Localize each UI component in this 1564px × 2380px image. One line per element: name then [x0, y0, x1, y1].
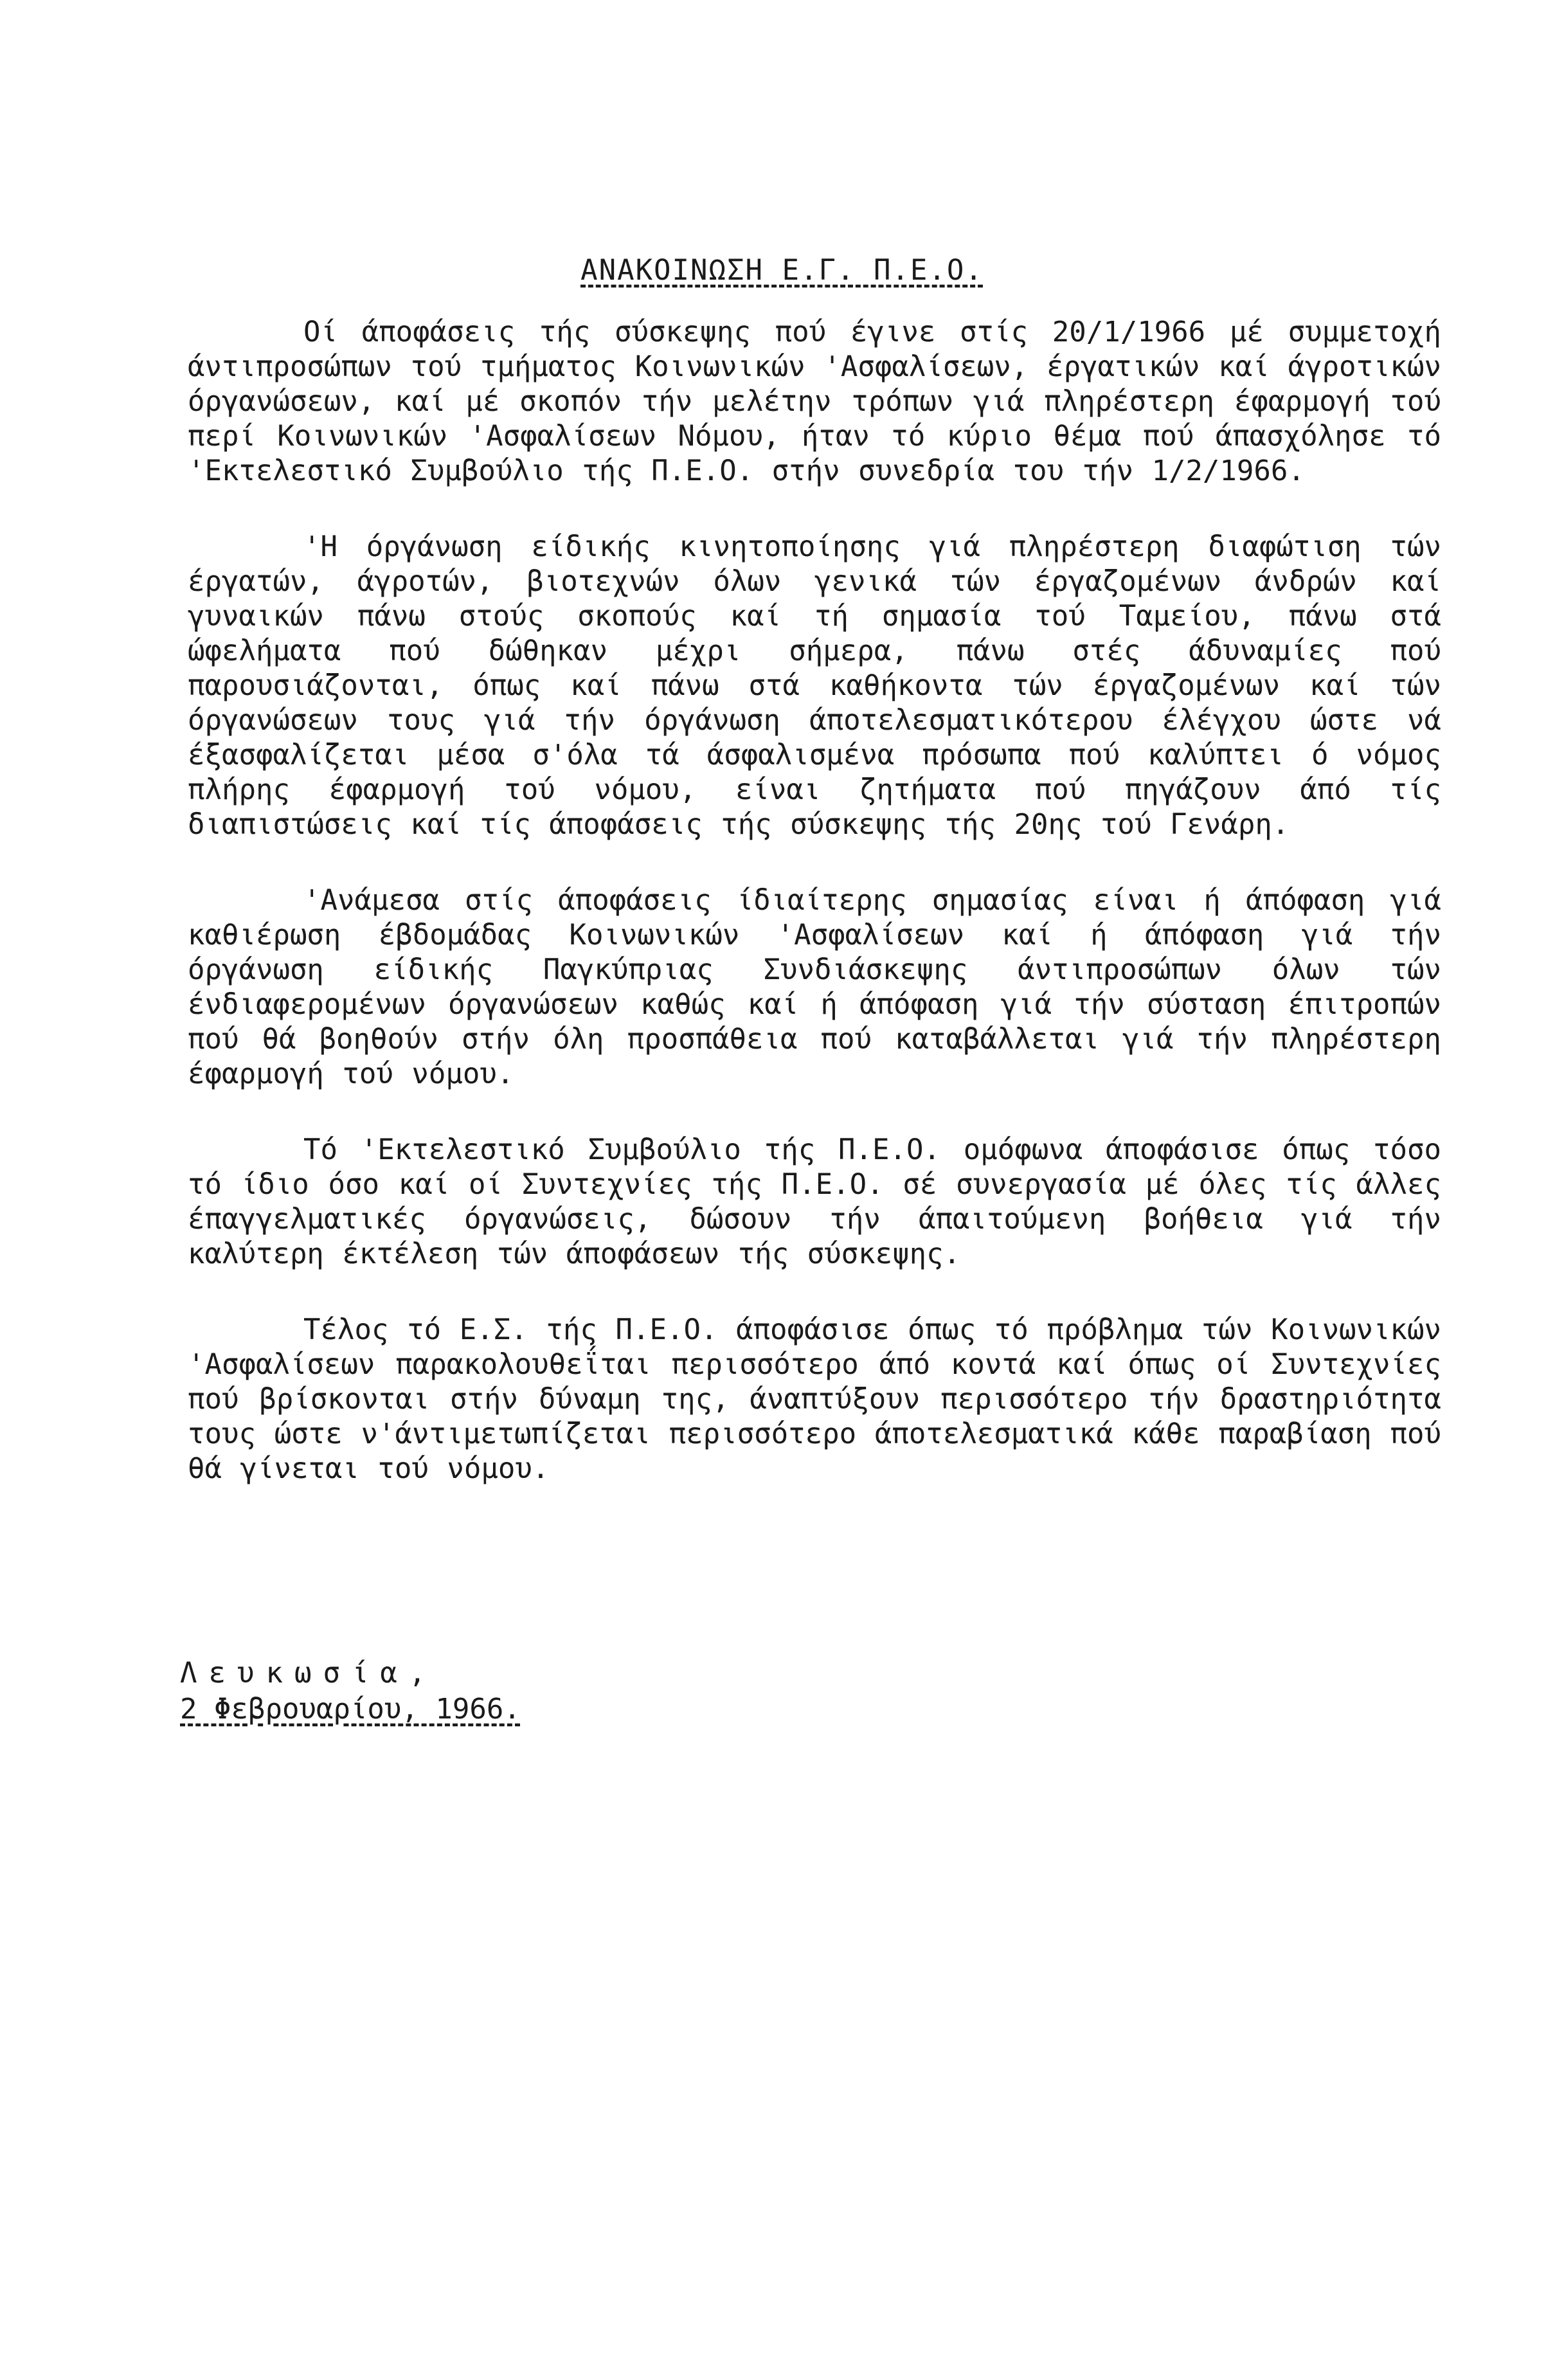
paragraph-3: 'Ανάμεσα στίς άποφάσεις ίδιαίτερης σημασίας είναι ή άπόφαση γιά καθιέρωση έβδομάδας Κοινωνικών 'Ασφαλίσεων καί ή άπόφαση γιά τήν όργάνωση είδικής Παγκύπριας Συνδιάσκεψης άντιπροσώπων όλων τών ένδιαφερομένων όργανώσεων καθώς καί ή άπόφαση γιά τήν σύσταση έπιτροπών πού θά βοηθούν στήν όλη προσπάθεια πού καταβάλλεται γιά τήν πληρέστερη έφαρμογή τού νόμου.	[188, 884, 1441, 1090]
paragraph-5: Τέλος τό Ε.Σ. τής Π.Ε.Ο. άποφάσισε όπως τό πρόβλημα τών Κοινωνικών 'Ασφαλίσεων παρακολουθεΐται περισσότερο άπό κοντά καί όπως οί Συντεχνίες πού βρίσκονται στήν δύναμη της, άναπτύξουν περισσότερο τήν δραστηριότητα τους ώστε ν'άντιμετωπίζεται περισσότερο άποτελεσματικά κάθε παραβίαση πού θά γίνεται τού νόμου.	[188, 1313, 1441, 1485]
date-line: 2 Φεβρουαρίου, 1966.	[180, 1693, 521, 1726]
paragraph-4: Τό 'Εκτελεστικό Συμβούλιο τής Π.Ε.Ο. ομόφωνα άποφάσισε όπως τόσο τό ίδιο όσο καί οί Συντεχνίες τής Π.Ε.Ο. σέ συνεργασία μέ όλες τίς άλλες έπαγγελματικές όργανώσεις, δώσουν τήν άπαιτούμενη βοήθεια γιά τήν καλύτερη έκτέλεση τών άποφάσεων τής σύσκεψης.	[188, 1133, 1441, 1270]
document-title: ΑΝΑΚΟΙΝΩΣΗ Ε.Γ. Π.Ε.Ο.	[580, 254, 984, 287]
paragraph-1: Οί άποφάσεις τής σύσκεψης πού έγινε στίς 20/1/1966 μέ συμμετοχή άντιπροσώπων τού τμήματος Κοινωνικών 'Ασφαλίσεων, έργατικών καί άγροτικών όργανώσεων, καί μέ σκοπόν τήν μελέτην τρόπων γιά πληρέστερη έφαρμογή τού περί Κοινωνικών 'Ασφαλίσεων Νόμου, ήταν τό κύριο θέμα πού άπασχόλησε τό 'Εκτελεστικό Συμβούλιο τής Π.Ε.Ο. στήν συνεδρία του τήν 1/2/1966.	[188, 316, 1441, 487]
document-body	[188, 315, 1441, 1528]
place-line: Λευκωσία,	[180, 1657, 438, 1690]
paragraph-2: 'Η όργάνωση είδικής κινητοποίησης γιά πληρέστερη διαφώτιση τών έργατών, άγροτών, βιοτεχνών όλων γενικά τών έργαζομένων άνδρών καί γυναικών πάνω στούς σκοπούς καί τή σημασία τού Ταμείου, πάνω στά ώφελήματα πού δώθηκαν μέχρι σήμερα, πάνω στές άδυναμίες πού παρουσιάζονται, όπως καί πάνω στά καθήκοντα τών έργαζομένων καί τών όργανώσεων τους γιά τήν όργάνωση άποτελεσματικότερου έλέγχου ώστε νά έξασφαλίζεται μέσα σ'όλα τά άσφαλισμένα πρόσωπα πού καλύπτει ό νόμος πλήρης έφαρμογή τού νόμου, είναι ζητήματα πού πηγάζουν άπό τίς διαπιστώσεις καί τίς άποφάσεις τής σύσκεψης τής 20ης τού Γενάρη.	[188, 530, 1441, 841]
signoff	[180, 1655, 521, 1727]
